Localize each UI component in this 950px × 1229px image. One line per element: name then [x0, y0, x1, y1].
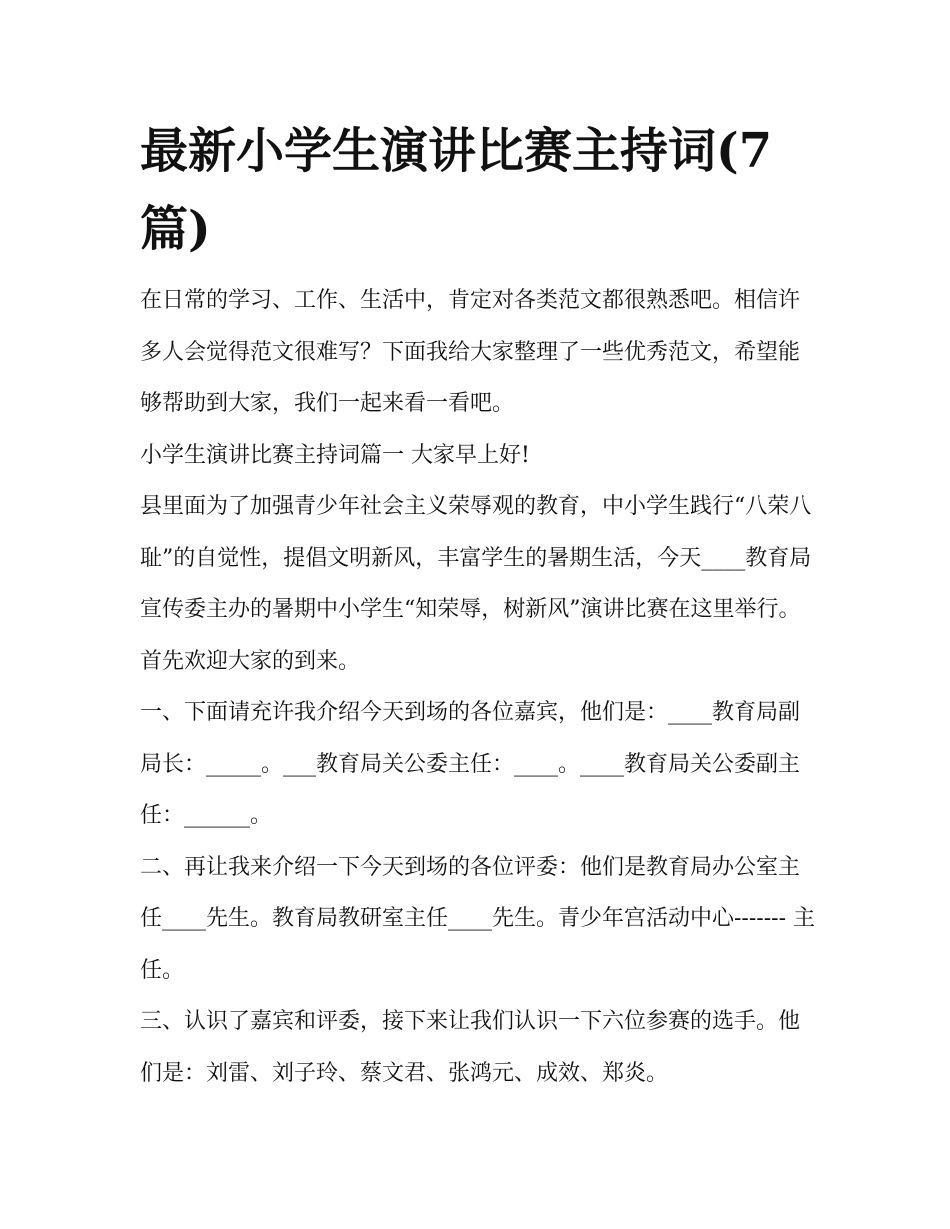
- paragraph-contestants: 三、认识了嘉宾和评委，接下来让我们认识一下六位参赛的选手。他们是：刘雷、刘子玲、蔡文君、张鸿元、成效、郑炎。: [140, 1009, 801, 1086]
- paragraph-guests: 一、下面请充许我介绍今天到场的各位嘉宾，他们是：____教育局副局长：_____。___教育局关公委主任：____。____教育局关公委副主任：______。: [140, 700, 801, 828]
- document-title: 最新小学生演讲比赛主持词(7篇): [140, 123, 773, 257]
- paragraph-intro: 在日常的学习、工作、生活中，肯定对各类范文都很熟悉吧。相信许多人会觉得范文很难写？下面我给大家整理了一些优秀范文，希望能够帮助到大家，我们一起来看一看吧。: [140, 288, 801, 416]
- paragraph-opening: 县里面为了加强青少年社会主义荣辱观的教育，中小学生践行“八荣八耻”的自觉性，提倡文明新风，丰富学生的暑期生活，今天____教育局宣传委主办的暑期中小学生“知荣辱，树新风”演讲比赛在这里举行。首先欢迎大家的到来。: [140, 494, 812, 674]
- document-body: [140, 275, 820, 1099]
- paragraph-judges: 二、再让我来介绍一下今天到场的各位评委：他们是教育局办公室主任____先生。教育局教研室主任____先生。青少年宫活动中心------- 主任。: [140, 854, 816, 983]
- paragraph-section-heading: 小学生演讲比赛主持词篇一 大家早上好!: [140, 442, 530, 468]
